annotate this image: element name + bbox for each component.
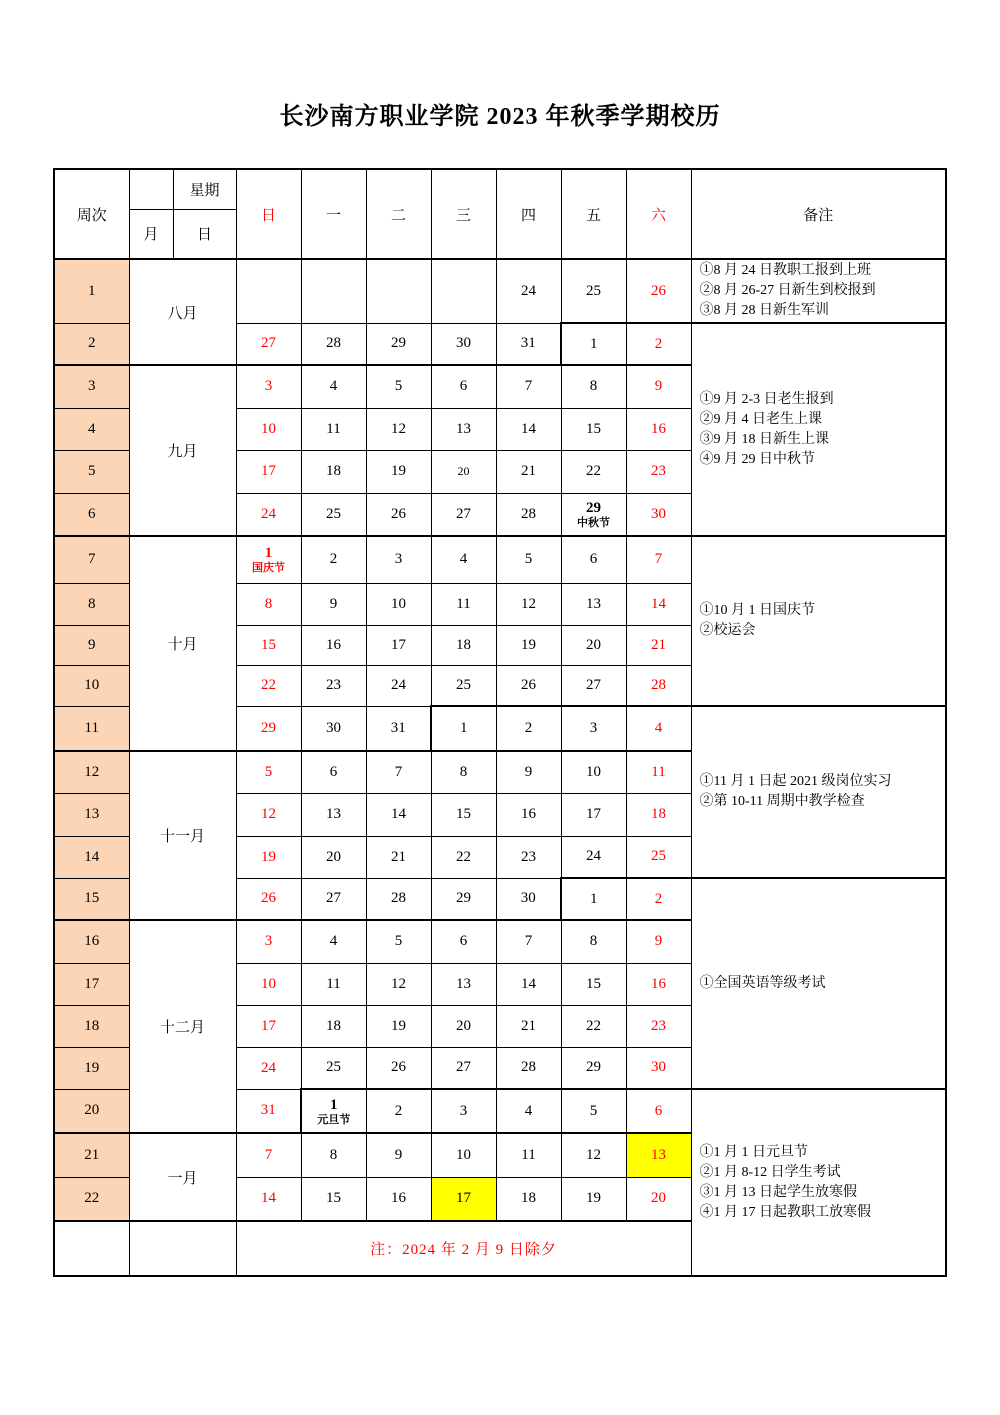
day-cell: 10 (431, 1133, 496, 1177)
day-cell: 19 (366, 450, 431, 493)
week-number-cell: 15 (54, 878, 129, 920)
remarks-cell-december (691, 878, 946, 1089)
day-cell: 24 (496, 259, 561, 323)
week-number-cell: 10 (54, 665, 129, 706)
remark-line: ④9 月 29 日中秋节 (699, 451, 815, 467)
footnote-cell: 注：2024 年 2 月 9 日除夕 (236, 1221, 691, 1276)
day-cell: 10 (236, 963, 301, 1005)
week-number-cell: 16 (54, 920, 129, 963)
day-header-sun: 日 (236, 169, 301, 259)
day-cell: 3 (236, 920, 301, 963)
day-cell: 18 (496, 1177, 561, 1221)
day-cell: 14 (496, 408, 561, 450)
day-cell: 30 (626, 493, 691, 536)
day-cell: 31 (496, 323, 561, 365)
remarks-cell-august (691, 259, 946, 323)
day-cell: 23 (626, 450, 691, 493)
day-cell: 27 (236, 323, 301, 365)
day-cell: 22 (561, 1005, 626, 1047)
day-cell: 25 (301, 493, 366, 536)
day-cell: 28 (626, 665, 691, 706)
day-cell: 3 (431, 1089, 496, 1133)
day-cell: 17 (236, 450, 301, 493)
day-cell: 19 (366, 1005, 431, 1047)
remarks-cell-november (691, 706, 946, 878)
day-cell: 28 (496, 493, 561, 536)
remark-line: ③9 月 18 日新生上课 (699, 431, 829, 447)
day-cell: 10 (366, 583, 431, 625)
day-cell: 23 (496, 836, 561, 878)
week-number-cell: 13 (54, 793, 129, 836)
day-cell: 12 (236, 793, 301, 836)
day-number: 1 (330, 1096, 338, 1113)
day-cell: 13 (561, 583, 626, 625)
day-cell: 25 (431, 665, 496, 706)
day-cell: 16 (626, 408, 691, 450)
week-number-cell: 20 (54, 1089, 129, 1133)
day-cell: 18 (301, 450, 366, 493)
day-cell: 25 (626, 836, 691, 878)
week-number-cell: 3 (54, 365, 129, 408)
day-cell: 2 (366, 1089, 431, 1133)
remark-line: ①11 月 1 日起 2021 级岗位实习 (699, 774, 892, 789)
day-cell: 20 (431, 450, 496, 493)
day-cell: 29 (236, 706, 301, 751)
day-cell: 21 (366, 836, 431, 878)
day-cell: 12 (366, 963, 431, 1005)
day-cell: 11 (496, 1133, 561, 1177)
remarks-cell-september (691, 323, 946, 536)
remarks-col-header: 备注 (691, 169, 946, 259)
day-cell: 25 (301, 1047, 366, 1089)
day-header-fri: 五 (561, 169, 626, 259)
day-cell: 2 (301, 536, 366, 583)
day-cell: 30 (301, 706, 366, 751)
day-cell: 2 (626, 323, 691, 365)
week-number-cell: 21 (54, 1133, 129, 1177)
day-header-thu: 四 (496, 169, 561, 259)
day-cell: 8 (561, 920, 626, 963)
day-cell: 30 (626, 1047, 691, 1089)
day-cell: 14 (626, 583, 691, 625)
day-cell: 31 (236, 1089, 301, 1133)
day-cell: 11 (301, 408, 366, 450)
day-cell: 5 (366, 920, 431, 963)
week-number-cell: 8 (54, 583, 129, 625)
day-cell: 4 (626, 706, 691, 751)
remark-line: ②第 10-11 周期中教学检查 (699, 794, 865, 809)
day-cell: 19 (561, 1177, 626, 1221)
day-cell: 7 (496, 365, 561, 408)
page-title: 长沙南方职业学院 2023 年秋季学期校历 (279, 104, 721, 130)
day-cell: 21 (496, 450, 561, 493)
day-cell: 1 (561, 323, 626, 365)
day-cell: 9 (626, 920, 691, 963)
day-cell: 20 (561, 625, 626, 665)
day-cell: 7 (496, 920, 561, 963)
day-cell: 18 (626, 793, 691, 836)
day-cell: 18 (301, 1005, 366, 1047)
day-cell: 5 (496, 536, 561, 583)
day-cell (236, 259, 301, 323)
day-cell: 5 (366, 365, 431, 408)
day-cell: 20 (431, 1005, 496, 1047)
day-cell: 17 (366, 625, 431, 665)
week-number-cell: 4 (54, 408, 129, 450)
empty-week-cell (54, 1221, 129, 1276)
day-cell-highlighted: 17 (431, 1177, 496, 1221)
day-cell: 9 (301, 583, 366, 625)
day-cell: 27 (431, 493, 496, 536)
day-cell: 9 (496, 751, 561, 793)
day-header-sat: 六 (626, 169, 691, 259)
day-cell: 14 (366, 793, 431, 836)
holiday-label: 中秋节 (577, 516, 610, 529)
day-cell: 28 (301, 323, 366, 365)
day-cell: 16 (301, 625, 366, 665)
day-cell: 5 (561, 1089, 626, 1133)
day-cell: 4 (431, 536, 496, 583)
day-cell: 6 (431, 920, 496, 963)
day-cell: 1 (431, 706, 496, 751)
remark-line: ③1 月 13 日起学生放寒假 (699, 1184, 857, 1200)
week-number-cell: 12 (54, 751, 129, 793)
day-cell: 7 (366, 751, 431, 793)
day-cell: 13 (431, 408, 496, 450)
week-number-cell: 19 (54, 1047, 129, 1089)
day-cell: 19 (236, 836, 301, 878)
day-cell: 11 (301, 963, 366, 1005)
day-cell: 7 (626, 536, 691, 583)
week-row (54, 259, 946, 323)
day-cell: 11 (626, 751, 691, 793)
day-cell: 10 (236, 408, 301, 450)
week-row (54, 536, 946, 583)
day-cell: 6 (301, 751, 366, 793)
week-number-cell: 1 (54, 259, 129, 323)
corner-empty-cell (129, 169, 173, 209)
day-cell: 4 (301, 920, 366, 963)
day-cell: 14 (496, 963, 561, 1005)
day-cell: 26 (626, 259, 691, 323)
day-number: 29 (586, 499, 601, 516)
day-cell: 25 (561, 259, 626, 323)
day-cell: 17 (236, 1005, 301, 1047)
day-cell: 30 (431, 323, 496, 365)
day-cell: 22 (561, 450, 626, 493)
day-cell: 10 (561, 751, 626, 793)
day-cell: 15 (561, 963, 626, 1005)
day-cell: 16 (626, 963, 691, 1005)
day-cell: 26 (366, 493, 431, 536)
remark-line: ④1 月 17 日起教职工放寒假 (699, 1204, 871, 1220)
day-cell: 24 (236, 493, 301, 536)
week-number-cell: 6 (54, 493, 129, 536)
day-cell: 20 (301, 836, 366, 878)
remark-line: ②校运会 (699, 623, 756, 638)
remark-line: ②1 月 8-12 日学生考试 (699, 1164, 841, 1180)
day-cell: 9 (626, 365, 691, 408)
day-cell: 23 (626, 1005, 691, 1047)
week-number-cell: 11 (54, 706, 129, 751)
day-cell: 8 (301, 1133, 366, 1177)
day-cell: 6 (561, 536, 626, 583)
day-cell: 8 (431, 751, 496, 793)
holiday-label: 国庆节 (252, 562, 285, 575)
day-cell: 3 (366, 536, 431, 583)
month-cell-october: 十月 (129, 536, 236, 751)
week-col-header: 周次 (54, 169, 129, 259)
day-cell: 13 (301, 793, 366, 836)
day-cell: 6 (431, 365, 496, 408)
day-cell: 19 (496, 625, 561, 665)
day-cell: 21 (626, 625, 691, 665)
day-cell: 1 (561, 878, 626, 920)
week-number-cell: 9 (54, 625, 129, 665)
month-cell-december: 十二月 (129, 920, 236, 1133)
remark-line: ①8 月 24 日教职工报到上班 (699, 263, 871, 278)
day-cell: 29 (561, 1047, 626, 1089)
empty-month-cell (129, 1221, 236, 1276)
day-cell: 30 (496, 878, 561, 920)
day-cell: 24 (561, 836, 626, 878)
remark-line: ①10 月 1 日国庆节 (699, 603, 815, 618)
day-cell: 20 (626, 1177, 691, 1221)
week-number-cell: 17 (54, 963, 129, 1005)
day-cell: 4 (496, 1089, 561, 1133)
day-cell: 7 (236, 1133, 301, 1177)
day-cell (301, 259, 366, 323)
remark-line: ②8 月 26-27 日新生到校报到 (699, 283, 876, 298)
day-cell: 8 (236, 583, 301, 625)
remark-line: ③8 月 28 日新生军训 (699, 303, 829, 318)
day-sub-label: 日 (173, 209, 236, 259)
day-cell: 22 (431, 836, 496, 878)
day-cell-highlighted: 13 (626, 1133, 691, 1177)
day-cell: 9 (366, 1133, 431, 1177)
day-cell: 26 (236, 878, 301, 920)
day-cell: 3 (236, 365, 301, 408)
month-cell-january: 一月 (129, 1133, 236, 1221)
day-cell: 14 (236, 1177, 301, 1221)
day-header-tue: 二 (366, 169, 431, 259)
month-cell-september: 九月 (129, 365, 236, 536)
week-number-cell: 22 (54, 1177, 129, 1221)
day-cell: 6 (626, 1089, 691, 1133)
day-number: 1 (264, 545, 273, 562)
calendar-table (53, 168, 947, 1277)
day-cell: 22 (236, 665, 301, 706)
month-cell-august: 八月 (129, 259, 236, 365)
day-cell: 5 (236, 751, 301, 793)
day-cell: 28 (366, 878, 431, 920)
weekday-label: 星期 (173, 169, 236, 209)
day-cell: 2 (626, 878, 691, 920)
day-cell: 13 (431, 963, 496, 1005)
day-cell: 12 (366, 408, 431, 450)
remark-line: ①1 月 1 日元旦节 (699, 1144, 808, 1160)
holiday-label: 元旦节 (317, 1113, 351, 1126)
day-cell: 12 (496, 583, 561, 625)
day-cell: 21 (496, 1005, 561, 1047)
day-cell: 15 (431, 793, 496, 836)
day-cell: 17 (561, 793, 626, 836)
week-number-cell: 18 (54, 1005, 129, 1047)
week-number-cell: 7 (54, 536, 129, 583)
day-cell: 4 (301, 365, 366, 408)
day-cell-new-year (301, 1089, 366, 1133)
day-cell: 31 (366, 706, 431, 751)
day-cell: 26 (496, 665, 561, 706)
remark-line: ②9 月 4 日老生上课 (699, 411, 822, 427)
remark-line: ①9 月 2-3 日老生报到 (699, 391, 834, 407)
day-cell: 27 (301, 878, 366, 920)
header-row-top (54, 169, 946, 209)
day-cell: 15 (561, 408, 626, 450)
remarks-cell-october (691, 536, 946, 706)
day-cell: 24 (366, 665, 431, 706)
week-number-cell: 14 (54, 836, 129, 878)
remark-line: ①全国英语等级考试 (699, 975, 826, 991)
day-cell: 18 (431, 625, 496, 665)
day-cell-mid-autumn (561, 493, 626, 536)
remarks-cell-january (691, 1089, 946, 1276)
day-cell: 8 (561, 365, 626, 408)
week-number-cell: 5 (54, 450, 129, 493)
day-header-mon: 一 (301, 169, 366, 259)
day-cell (366, 259, 431, 323)
day-cell: 12 (561, 1133, 626, 1177)
day-cell-national-day (236, 536, 301, 583)
day-cell: 16 (366, 1177, 431, 1221)
day-cell: 24 (236, 1047, 301, 1089)
week-number-cell: 2 (54, 323, 129, 365)
day-cell: 3 (561, 706, 626, 751)
day-cell: 27 (561, 665, 626, 706)
month-sub-label: 月 (129, 209, 173, 259)
day-header-wed: 三 (431, 169, 496, 259)
day-cell (431, 259, 496, 323)
day-cell: 23 (301, 665, 366, 706)
day-cell: 27 (431, 1047, 496, 1089)
day-cell: 11 (431, 583, 496, 625)
day-cell: 29 (431, 878, 496, 920)
day-cell: 15 (301, 1177, 366, 1221)
day-cell: 29 (366, 323, 431, 365)
day-cell: 15 (236, 625, 301, 665)
day-cell: 26 (366, 1047, 431, 1089)
day-cell: 2 (496, 706, 561, 751)
day-cell: 16 (496, 793, 561, 836)
day-cell: 28 (496, 1047, 561, 1089)
month-cell-november: 十一月 (129, 751, 236, 920)
